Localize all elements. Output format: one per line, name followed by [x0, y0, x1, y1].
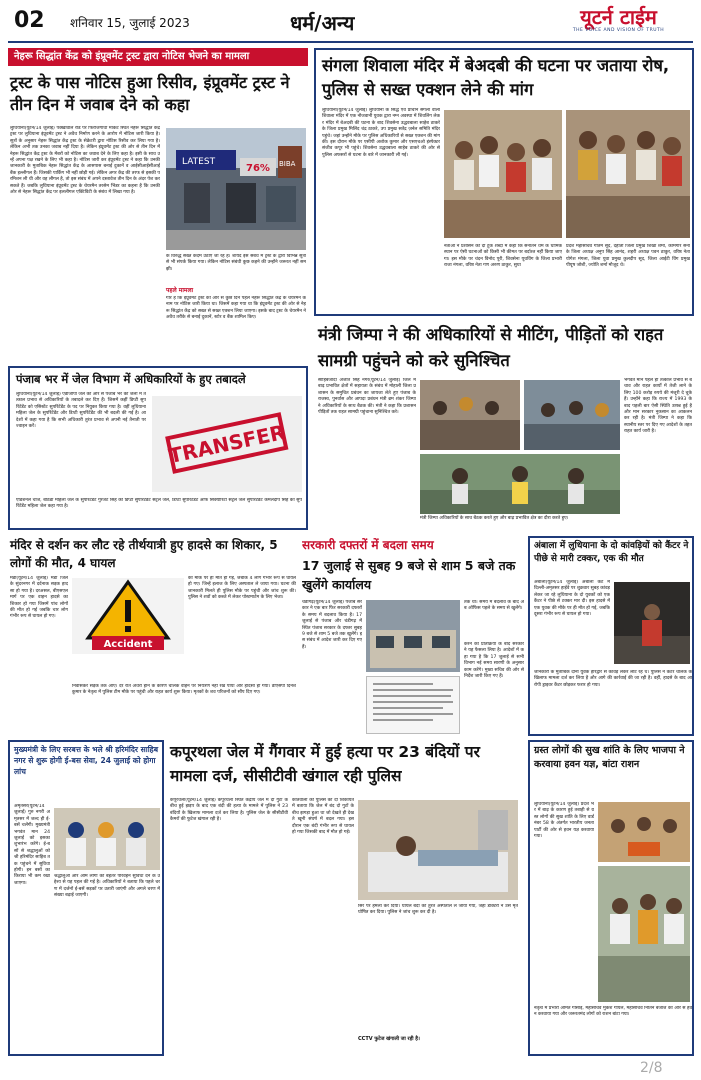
article-ambala-kanwariya	[528, 536, 694, 736]
accident-label: Accident	[103, 639, 153, 650]
article-body: लुधियाना(यूटर्न/14 जुलाई) लुधियाना के सिद्ध एवं प्राचीन संगला वाला शिवाला मंदिर में एक नौजवानी युवक द्वारा नग्न अवस्था में शिवलिंग लेकर मंदिर में बेअदबी की घटना के बाद शिवसेना उद्धवबाला साहेब ठाकरे के जिला प्रमुख मिलिंद चंद्र ठाकरे, उप प्रमुख सतेंद्र ज़र्नल समिति मंदिर पहुंचे। जहां उन्होंने मौके पर पुलिस अधिकारियों से सख्त एक्शन की मांग की। इस दौरान मौके पर एसीपी अशोक कुमार और एसएचओ इंस्पेक्टर संजीव कपूर भी पहुंचे। शिवसेना उद्धवबाला साहेब ठाकरे की ओर से पुलिस अफसरों से घटना के बारे में जानकारी ली गई।	[322, 108, 440, 158]
night-road-illustration	[614, 582, 690, 664]
article-body-right: भगवंत मान पहले ही तत्काल प्रभाव से बचाव और राहत कार्यों में तेजी लाने के लिए 100 करोड़ रुपये की मंजूरी दे चुके हैं। उन्होंने कहा कि राज्य में 1993 के बाद पहली बार ऐसी स्थिति उत्पन्न हुई है और मान सरकार नुकसान का आकलन कर रही है। मंत्री जिम्पा ने कहा कि स्थानीय स्तर पर दिए गए आदेशों के तहत राहत कार्य जारी है।	[624, 378, 692, 435]
warning-sign-illustration	[72, 578, 184, 654]
article-nehru-trust	[8, 48, 308, 362]
sign-discount: 76%	[246, 163, 270, 174]
meeting-illustration	[420, 380, 520, 450]
article-body-mid: कोतवाली की पुलिस को दी शिकायत में बताया कि जेल में बंद दो गुटों के बीच झगड़ा हुआ था जो देखते ही देखते खूनी संघर्ष में बदल गया। इस दौरान एक बंदी गंभीर रूप से घायल हो गया जिसकी बाद में मौत हो गई।	[292, 798, 354, 836]
flood-illustration	[420, 454, 620, 514]
meeting-photo-top	[420, 380, 520, 450]
page-number: 02	[14, 8, 45, 33]
article-body: चंडीगढ़(यूटर्न/14 जुलाई) पंजाब सरकार ने एक बार फिर सरकारी दफ्तरों के समय में बदलाव किया है। 17 जुलाई से पंजाब और चंडीगढ़ में स्थित पंजाब सरकार के दफ्तर सुबह 9 बजे से शाम 5 बजे तक खुलेंगे। इस संबंध में आदेश जारी कर दिए गए हैं।	[302, 600, 362, 650]
article-body: कपूरथला(यूटर्न/14 जुलाई) कपूरथला स्थित केंद्रीय जेल में दो गुटों के बीच हुई झड़प के बाद एक बंदी की हत्या के मामले में पुलिस ने 23 बंदियों के खिलाफ मामला दर्ज कर लिया है। पुलिस जेल के सीसीटीवी कैमरों की फुटेज खंगाल रही है।	[170, 798, 288, 823]
article-headline: अंबाला में लुधियाना के दो कांवड़ियों को कैंटर ने पीछे से मारी टक्कर, एक की मौत	[534, 541, 689, 564]
article-headline: 17 जुलाई से सुबह 9 बजे से शाम 5 बजे तक खुलेंगे कार्यालय	[302, 558, 516, 592]
meeting-photo-right	[566, 110, 690, 238]
article-headline: संगला शिवाला मंदिर में बेअदबी की घटना पर जताया रोष, पुलिस से सख्त एक्शन लेने की मांग	[322, 56, 670, 99]
article-office-timings	[302, 536, 524, 736]
cctv-caption: CCTV फुटेज खंगाली जा रही है।	[358, 1036, 420, 1042]
notice-document	[366, 676, 460, 734]
storefront-photo	[166, 128, 306, 250]
section-name: धर्म/अन्य	[290, 11, 355, 35]
transfer-graphic	[152, 396, 302, 492]
article-headline: ट्रस्ट के पास नोटिस हुआ रिसीव, इंप्रूवमेंट ट्रस्ट ने तीन दिन में जवाब देने को कहा	[10, 73, 290, 114]
havan-photo-bottom	[598, 866, 690, 1002]
article-kicker: नेहरू सिद्धांत केंद्र को इंप्रूवमेंट ट्रस्ट द्वारा नोटिस भेजने का मामला	[8, 48, 308, 66]
article-body-bottom: निवासकर सड़क तक आए। देर रात अंधेरा होने के कारण चालक वाहन पर नियंत्रण नहीं रख पाया और हादसा हो गया। डीएसपी दिनेश कुमार के नेतृत्व में पुलिस टीम मौके पर पहुंची और राहत कार्य शुरू किया। मृतकों के शव परिजनों को सौंप दिए गए।	[72, 684, 296, 696]
article-headline: मंत्री जिम्पा ने की अधिकारियों से मीटिंग, पीड़ितों को राहत सामग्री पहुंचने को करे सुनिश्चित	[318, 325, 664, 370]
group-illustration	[444, 110, 562, 238]
article-body-bottom: श्रद्धालुओं और आम लोगों को बेहतर परिवहन सुविधा देने के उद्देश्य से यह पहल की गई है। अधिकारियों ने बताया कि पहले चरण में दर्जनों ई-बसें सड़कों पर उतारी जाएंगी और अगले चरण में संख्या बढ़ाई जाएगी।	[54, 874, 160, 899]
photo-caption: मंत्री जिम्पा अधिकारियों के साथ बैठक करते हुए और बाढ़ प्रभावित क्षेत्र का दौरा करते हुए।	[420, 516, 569, 521]
issue-date: शनिवार 15, जुलाई 2023	[70, 16, 190, 30]
stamp-text: TRANSFER	[166, 419, 288, 469]
article-body-bottom: सिर पर हमला कर दिया। घायल बंदी को तुरंत अस्पताल ले जाया गया, जहां डॉक्टरों ने उसे मृत घोषित कर दिया। पुलिस ने जांच शुरू कर दी है।	[358, 904, 518, 916]
article-body-3: गौर है कि इंप्रूवमेंट ट्रस्ट की ओर से कुछ दिन पहले नेहरू सिद्धांत केंद्र के चेयरमैन के नाम पर नोटिस जारी किया था। जिसमें कहा गया था कि इंप्रूवमेंट ट्रस्ट की ओर से नेहरू सिद्धांत केंद्र को सख्त से सख्त एक्शन लिया जाएगा। इसके बाद ट्रस्ट के चेयरमैन ने अवैध तरीके से बनाई दुकानें, स्टोर व बैंक शामिल किए।	[166, 296, 306, 321]
flood-visit-photo	[420, 454, 620, 514]
article-body-right: प्रदेश महासचिव गौतम सूद, देहाती जिला प्रमुख शिखा शर्मा, कामगार सेना के जिला अध्यक्ष अनुप सिंह आनंद, शहरी अध्यक्ष पवन ठाकुर, वरिष्ठ नेता योगेश मंगला, जिला युवा प्रमुख कुलदीप सूद, जिला आईटी विंग प्रमुख पीयूष जोशी, ज्योति शर्मा मौजूद थे।	[566, 244, 690, 269]
masthead	[0, 0, 701, 44]
article-subhead: पहले मामला	[166, 287, 194, 294]
transfer-stamp-illustration	[152, 396, 302, 492]
article-body: मंडी(यूटर्न/14 जुलाई) मंडी जिले के सुंदरनगर में दर्दनाक सड़क हादसा हो गया है। दरअसल, बीएसएल मार्ग पर एक वाहन हादसे का शिकार हो गया जिसमें पांच लोगों की मौत हो गई जबकि चार लोग गंभीर रूप से घायल हो गए।	[10, 576, 68, 620]
havan-photo-top	[598, 802, 690, 862]
brand-logo	[546, 6, 691, 38]
article-kapurthala-jail	[168, 740, 520, 1056]
article-body: अमृतसर(यूटर्न/14 जुलाई) गुरु नगरी अमृतसर में जल्द ही ई-बसें चलेंगी। मुख्यमंत्री भगवंत मान 24 जुलाई को इसका शुभारंभ करेंगे। ई-बसों से श्रद्धालुओं को श्री हरिमंदिर साहिब तक पहुंचने में सुविधा होगी। इन बसों का किराया भी कम रखा जाएगा।	[14, 804, 50, 886]
article-body-bottom: एडिशनल चार्ज, बठिंडा महिला जेल के सुपरिंटेंडेंट गुरजंट सिंह को डिप्टी सुपरिंटेंडेंट सेंट्रल जेल, डिप्टी सुपरिंटेंडेंट ऑफ सिक्योरिटी सेंट्रल जेल सुपरिंटेंडेंट कमलदीप सिंह को सुपरिंटेंडेंट महिला जेल कहा गया है।	[16, 498, 302, 510]
meeting-photo-left	[444, 110, 562, 238]
brand-tagline: THE VOICE AND VISION OF TRUTH	[572, 28, 665, 33]
hospital-photo	[358, 800, 518, 900]
brand-name: यूटर्न टाईम	[580, 5, 657, 29]
article-jail-transfers	[8, 366, 308, 530]
sign-biba: BIBA	[279, 160, 296, 168]
page-counter: 2/8	[640, 1060, 663, 1076]
article-body-bottom: जानकारी के मुताबिक दोनों युवक हरिद्वार से कांवड़ लेकर लौट रहे थे। पुलिस ने कैंटर चालक के खिलाफ मामला दर्ज कर लिया है और आगे की कार्रवाई की जा रही है। वहीं, हादसे के बाद आरोपी ड्राइवर कैंटर छोड़कर फरार हो गया।	[534, 670, 692, 688]
accident-graphic	[72, 578, 184, 654]
article-body: साहिबजादा अजीत सिंह नगर(यूटर्न/14 जुलाई) जिले में बाढ़ प्रभावित क्षेत्रों में सहायता के संबंध में मोहाली जिला प्रशासन के समुचित प्रबंधन का जायजा लेते हुए पंजाब के राजस्व, पुनर्वास और आपदा प्रबंधन मंत्री ब्रम शंकर जिम्पा ने अधिकारियों के साथ बैठक की। मंत्री ने कहा कि प्रशासन पीड़ितों तक राहत सामग्री पहुंचाना सुनिश्चित करे।	[318, 378, 416, 416]
article-body-2: के विरुद्ध सख्त कदम उठाए जा रहे हैं। शायद इस संबंध में ट्रस्ट के द्वारा विभिन्न सूत्रों से भी संपर्क किया गया। लेकिन नोटिस संबंधी कुछ कहने की उन्होंने जरूरत नहीं समझी।	[166, 254, 306, 272]
article-minister-jimpa	[314, 320, 694, 530]
article-sangla-shivala	[314, 48, 694, 316]
article-ebus-amritsar	[8, 740, 164, 1056]
article-headline: मुख्यमंत्री के लिए सरबत्त के भले श्री हरिमंदिर साहिब नगर से शुरू होगी ई-बस सेवा, 24 जुलाई को होगा लांच	[14, 745, 159, 776]
office-illustration	[366, 600, 460, 672]
article-pilgrim-accident	[8, 536, 298, 736]
accident-scene-photo	[614, 582, 690, 664]
havan-illustration	[598, 802, 690, 862]
article-headline: कपूरथला जेल में गैंगवार में हुई हत्या पर 23 बंदियों पर मामला दर्ज, सीसीटीवी खंगाल रही पुलिस	[170, 743, 480, 785]
article-body-mid: की मौके पर ही मौत हो गई, जबकि 4 लोग गंभीर रूप से घायल हो गए। जिन्हें इलाज के लिए अस्पताल ले जाया गया। घटना की जानकारी मिलते ही पुलिस मौके पर पहुंची और जांच शुरू की। पुलिस ने शवों को कब्जे में लेकर पोस्टमार्टम के लिए भेजा।	[188, 576, 296, 601]
meeting-illustration	[524, 380, 620, 450]
article-headline: ग्रस्त लोगों की सुख शांति के लिए भाजपा ने करवाया हवन यज्ञ, बांटा राशन	[534, 745, 685, 770]
sign-latest: LATEST	[182, 157, 216, 167]
article-body: अंबाला(यूटर्न/14 जुलाई) अंबाला कैंट में दिल्ली-अमृतसर हाईवे पर शुक्रवार सुबह कांवड़ लेकर जा रहे लुधियाना के दो युवकों को एक कैंटर ने पीछे से टक्कर मार दी। इस हादसे में एक युवक की मौके पर ही मौत हो गई, जबकि दूसरा गंभीर रूप से घायल हो गया।	[534, 580, 610, 618]
masthead-rule	[8, 41, 693, 43]
officials-illustration	[54, 808, 160, 870]
article-kicker: सरकारी दफ्तरों में बदला समय	[302, 538, 434, 552]
article-body-right: करने की प्रतिक्रिया के बाद सरकार ने यह फैसला लिया है। आदेशों में कहा गया है कि 17 जुलाई से सभी विभाग नई समय सारणी के अनुसार काम करेंगे। मुख्य सचिव की ओर से निर्देश जारी किए गए हैं।	[464, 642, 524, 680]
ration-illustration	[598, 866, 690, 1002]
document-lines-illustration	[367, 677, 459, 733]
storefront-illustration	[166, 128, 306, 250]
article-body-mid: तक था। समय में बदलाव के बाद अब ऑफिस पहले के समय से खुलेंगे।	[464, 600, 524, 612]
article-body-bottom: नेतृत्व में प्रभारी अमित गोसाई, महासचिव मुकेश गोयल, महासचिव नितिन बजाज की ओर से हवन करवाया गया और जरूरतमंद लोगों को राशन बांटा गया।	[534, 1006, 692, 1018]
meeting-photo-right	[524, 380, 620, 450]
article-body: लुधियाना(यूटर्न/14 जुलाई) पक्खोवाल रोड पर फिरोजगांधी मार्केट स्थित नेहरू सिद्धांत केंद्र ट्रस्ट पर लुधियाना इंप्रूवमेंट ट्रस्ट ने अवैध निर्माण करने के आरोप में नोटिस जारी किया है। सूत्रों के अनुसार नेहरू सिद्धांत केंद्र ट्रस्ट के सेक्रेटरी द्वारा नोटिस रिसीव कर लिया गया है। लेकिन अभी तक उनका जवाब नहीं दिया है। लेकिन इंप्रूवमेंट ट्रस्ट की ओर से तीन दिन में नेहरू सिद्धांत केंद्र ट्रस्ट के मेंबरों को नोटिस का जवाब देने के लिए कहा है। इसी के साथ उन्हें अपना पक्ष रखने के लिए भी कहा है। नोटिस जारी कर इंप्रूवमेंट ट्रस्ट ने कहा कि उनकी जानकारी के मुताबिक नेहरू सिद्धांत केंद्र के आसपास बनाई दुकानें व आईसीआईसीआई बैंक इल्लीगल हैं। जिसकी पार्किंग भी नहीं छोड़ी गई। लेकिन अगर केंद्र की तरफ से इसकी परमिशन ली थी और वह लीगल है, तो इस संबंध में अपने दस्तावेज तीन दिन के अंदर पेश कर सकते हैं। जबकि लुधियाना इंप्रूवमेंट ट्रस्ट के चेयरमैन तरसेम भिंडर का कहना है कि उनकी ओर से नेहरू सिद्धांत केंद्र पर इललीगल एक्टिविटी के संबंध में लिखा गया है।	[10, 126, 160, 196]
article-body: लुधियाना(यूटर्न/14 जुलाई) एडीजीपी जेल की ओर से पंजाब भर की जेलों में तत्काल प्रभाव से अधिकारियों के तबादले कर दिए हैं। जिसमें कहीं डिप्टी सुपरिंटेंडेंट को एसिस्टेंट सुपरिंटेंडेंट के पद पर नियुक्त किया गया है। वहीं लुधियाना महिला जेल के सुपरिंटेंडेंट और डिप्टी सुपरिंटेंडेंट की भी बदली की गई है। आदेशों में कहा गया है कि सभी अधिकारी तुरंत प्रभाव से अपनी नई तैनाती पर ज्वाइन करें।	[16, 392, 146, 430]
article-headline: मंदिर से दर्शन कर लौट रहे तीर्थयात्री हुए हादसे का शिकार, 5 लोगों की मौत, 4 घायल	[10, 538, 278, 570]
article-headline: पंजाब भर में जेल विभाग में अधिकारियों के हुए तबादले	[16, 372, 246, 386]
officials-photo	[54, 808, 160, 870]
article-body-mid: नेताओं ने प्रशासन को दो टूक शब्दों में कहा कि सनातन धर्म के धार्मिक स्थान पर ऐसी घटनाओं को किसी भी कीमत पर बर्दाश्त नहीं किया जाएगा। इस मौके पर चंदन विनोद पूरी, शिवसेना यूथविंग के जिला प्रभारी राजा नंगला, वरिष्ठ नेता गण अरुण ठाकुर, सुधा	[444, 244, 562, 269]
hospital-illustration	[358, 800, 518, 900]
office-photo	[366, 600, 460, 672]
article-body: लुधियाना(यूटर्न/14 जुलाई) प्रदेश भर में बाढ़ के कारण हुई तबाही से ग्रस्त लोगों की सुख शांति के लिए वार्ड नंबर 58 के अंतर्गत भारतीय जनता पार्टी की ओर से हवन यज्ञ करवाया गया।	[534, 802, 594, 840]
article-bjp-havan	[528, 740, 694, 1056]
group-illustration	[566, 110, 690, 238]
